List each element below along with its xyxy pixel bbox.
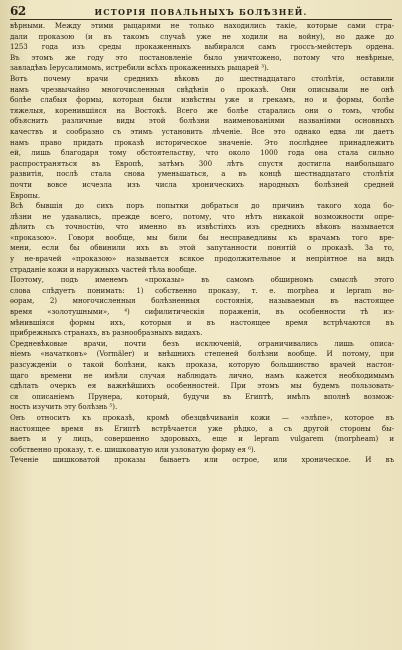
text-line: ваетъ и у лицъ, совершенно здоровыхъ, еще и lepram vulgarem (morpheam) и xyxy=(10,434,394,444)
text-line: намъ чрезвычайно многочисленныя свѣдѣнія о проказѣ. Они описывали не онѣ xyxy=(10,84,394,94)
text-line: вѣрными. Между этими рыцарями не только находились такіе, которые сами стра- xyxy=(10,21,394,30)
text-line: Онъ относитъ къ проказѣ, кромѣ обезцвѣчиванія кожи — «элѣпе», которое въ xyxy=(10,412,394,422)
text-line: время «золотушными», ⁴) сифилитическія пораженія, въ особенности тѣ из- xyxy=(10,307,394,317)
text-line: Поэтому, подъ именемъ «проказы» въ самомъ обширномъ смыслѣ этого xyxy=(10,275,394,285)
text-line: ѳорам, 2) многочисленныя болѣзненныя состоянія, называемыя въ настоящее xyxy=(10,296,394,306)
text-line: мени, если бы обвинили ихъ въ этой запутанности понятій о проказѣ. За то, xyxy=(10,243,394,253)
text-line: распространяться въ Европѣ, затѣмъ 300 лѣтъ спустя достигла наибольшаго xyxy=(10,158,394,168)
page-number: 62 xyxy=(10,4,26,18)
text-line: развитія, послѣ стала снова уменьшаться, а въ концѣ шестнадцатаго столѣтія xyxy=(10,169,394,179)
text-line: страданіе кожи и наружныхъ частей тѣла вообще. xyxy=(10,264,197,274)
text-line: собственно проказу, т. е. шишковатую или узловатую форму ея ⁶). xyxy=(10,444,256,454)
text-line: Средневѣковые врачи, почти безъ исключеній, ограничивались лишь описа- xyxy=(10,338,394,348)
text-line: тяжелыя, коренившіяся на Востокѣ. Всего же болѣе старались они о томъ, чтобы xyxy=(10,105,394,115)
text-line: разсужденіи о такой болѣзни, какъ проказа, которую большинство врачей настоя- xyxy=(10,360,394,369)
text-line: щаго времени не имѣли случая наблюдать лично, намъ кажется необходимымъ xyxy=(10,370,394,380)
header-rule xyxy=(10,19,392,20)
running-title: ИСТОРІЯ ПОВАЛЬНЫХЪ БОЛѢЗНЕЙ. xyxy=(94,7,308,17)
text-line: Вотъ почему врачи среднихъ вѣковъ до шестнадцатаго столѣтія, оставили xyxy=(10,73,394,83)
text-line: Всѣ бывшія до сихъ поръ попытки добраться до причинъ такого хода бо- xyxy=(10,201,394,211)
text-line: болѣе слабыя формы, которыя были извѣстны уже и грекамъ, но и формы, болѣе xyxy=(10,95,394,105)
text-line: объяснить различные виды этой болѣзни наименованіями названіями основныхъ xyxy=(10,116,394,126)
text-line: дѣлить съ точностію, что именно въ извѣстіяхъ изъ среднихъ вѣковъ называется xyxy=(10,222,394,232)
body-text xyxy=(10,21,394,466)
text-line: ей, лишь благодаря тому обстоятельству, что около 1000 года она стала сильно xyxy=(10,148,394,158)
text-line: ніемъ «начатковъ» (Vormäler) и внѣшнихъ степеней болѣзни вообще. И потому, при xyxy=(10,349,394,359)
text-line: намъ право придать проказѣ историческое значеніе. Это послѣднее принадлежитъ xyxy=(10,137,394,147)
text-line: мѣнившіяся формы ихъ, которыя и въ настоящее время встрѣчаются въ xyxy=(10,317,394,327)
text-line: сдѣлать очеркъ ея важнѣйшихъ особенностей. При этомъ мы будемъ пользовать- xyxy=(10,381,394,391)
text-line: «проказою». Говоря вообще, мы били бы несправедливы къ врачамъ того вре- xyxy=(10,232,394,242)
text-line: настоящее время въ Египтѣ встрѣчается уже рѣдко, а съ другой стороны бы- xyxy=(10,423,394,433)
text-line: Теченіе шишковатой проказы бываетъ или острое, или хроническое. И въ xyxy=(10,455,394,465)
text-line: слова слѣдуетъ понимать: 1) собственно проказу, т. е. morphea и lepram но- xyxy=(10,285,394,295)
text-line: Европы. xyxy=(10,190,41,200)
text-line: ся описаніемъ Прунера, который, будучи въ Египтѣ, имѣлъ вполнѣ возмож- xyxy=(10,391,394,401)
text-line: дали проказою (и въ такомъ случаѣ уже не ходили на войну), но даже до xyxy=(10,31,394,41)
text-line: у не-врачей «проказою» называется всякое продолжительное и непріятное на видъ xyxy=(10,254,394,264)
page-header xyxy=(10,4,392,20)
text-line: завладѣвъ Іерусалимомъ, истребили всѣхъ прокаженныхъ рыцарей ³). xyxy=(10,63,269,73)
text-line: лѣзни не удавались, прежде всего, потому, что нѣтъ никакой возможности опре- xyxy=(10,211,394,221)
text-line: прибрежныхъ странахъ, въ разнообразныхъ видахъ. xyxy=(10,328,203,338)
text-line: 1253 года изъ среды прокаженныхъ выбирался самъ гроссъ-мейстеръ ордена. xyxy=(10,42,394,52)
text-line: качествъ и сообразно съ этимъ установить лѣченіе. Все это однако едва ли даетъ xyxy=(10,126,394,136)
text-line: Въ этомъ же году это постановленіе было уничтожено, потому что невѣрные, xyxy=(10,52,394,62)
text-line: ность изучить эту болѣзнь ⁵). xyxy=(10,402,118,412)
text-line: почти вовсе исчезла изъ числа хроническихъ народныхъ болѣзней средней xyxy=(10,179,394,189)
